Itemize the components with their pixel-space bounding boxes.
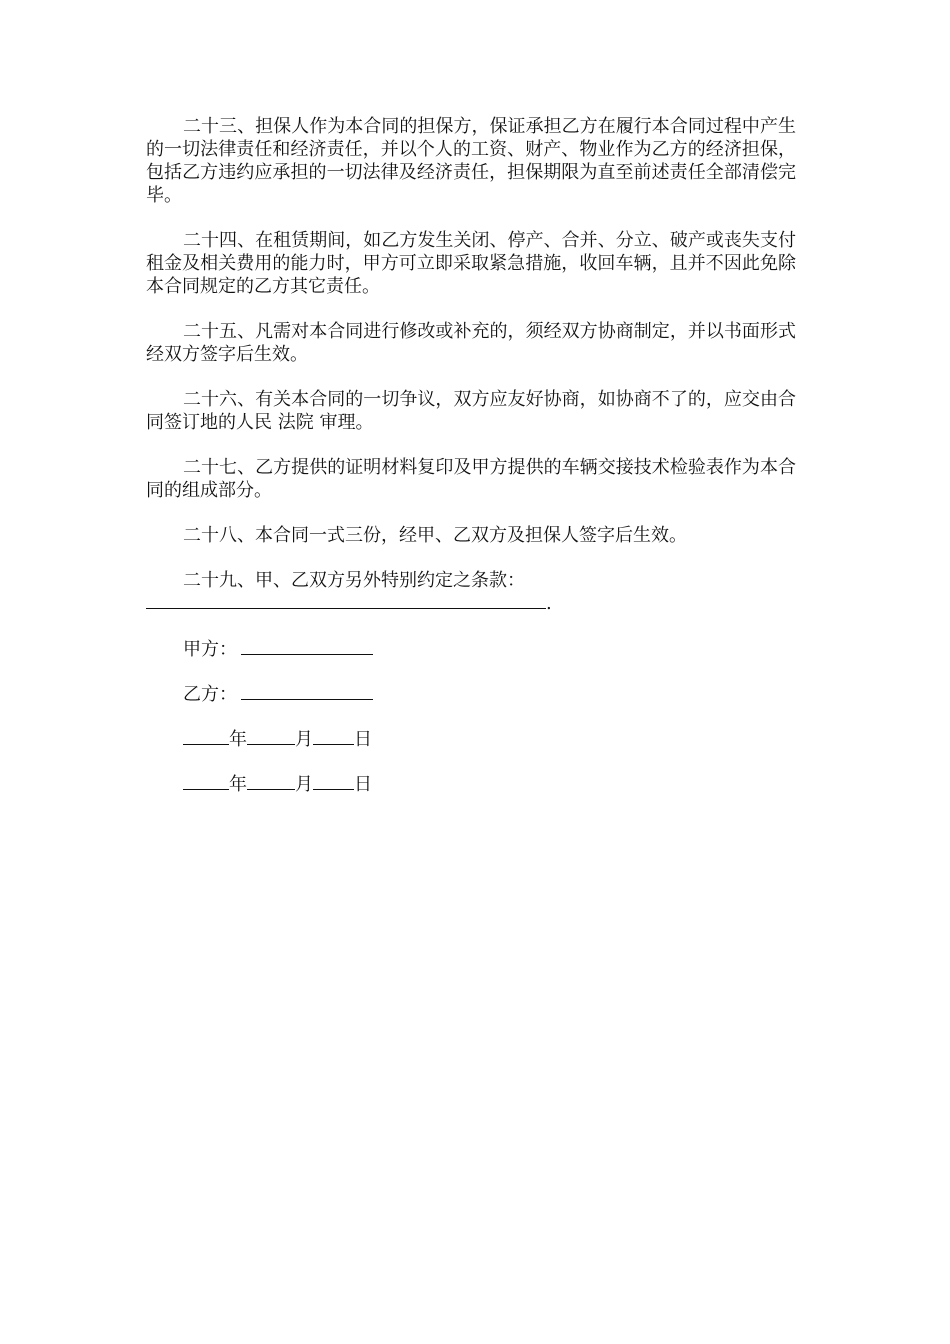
party-a-fill-line — [241, 639, 373, 655]
month-fill-line — [247, 729, 295, 745]
party-a-label: 甲方： — [183, 639, 237, 660]
clause-28: 二十八、本合同一式三份，经甲、乙双方及担保人签字后生效。 — [183, 525, 687, 546]
party-b-label: 乙方： — [183, 684, 237, 705]
party-b-signature — [146, 683, 796, 706]
day-fill-line — [313, 774, 354, 790]
clause-27: 二十七、乙方提供的证明材料复印及甲方提供的车辆交接技术检验表作为本合同的组成部分。 — [146, 457, 796, 501]
year-fill-line — [183, 729, 229, 745]
year-label: 年 — [229, 774, 247, 795]
year-label: 年 — [229, 729, 247, 750]
special-terms-blank — [146, 592, 796, 615]
party-b-fill-line — [241, 684, 373, 700]
clause-26: 二十六、有关本合同的一切争议，双方应友好协商，如协商不了的，应交由合同签订地的人民 法院 审理。 — [146, 389, 796, 433]
month-label: 月 — [295, 774, 313, 795]
date-row-party-a — [146, 728, 796, 751]
special-terms-fill-line — [146, 594, 546, 609]
day-label: 日 — [354, 774, 372, 795]
clause-23: 二十三、担保人作为本合同的担保方，保证承担乙方在履行本合同过程中产生的一切法律责任和经济责任，并以个人的工资、财产、物业作为乙方的经济担保，包括乙方违约应承担的一切法律及经济责任，担保期限为直至前述责任全部清偿完毕。 — [146, 116, 796, 206]
year-fill-line — [183, 774, 229, 790]
clause-24: 二十四、在租赁期间，如乙方发生关闭、停产、合并、分立、破产或丧失支付租金及相关费用的能力时，甲方可立即采取紧急措施，收回车辆，且并不因此免除本合同规定的乙方其它责任。 — [146, 230, 796, 297]
month-label: 月 — [295, 729, 313, 750]
day-fill-line — [313, 729, 354, 745]
contract-body — [146, 115, 796, 818]
month-fill-line — [247, 774, 295, 790]
clause-29: 二十九、甲、乙双方另外特别约定之条款： — [183, 570, 525, 591]
date-row-party-b — [146, 773, 796, 796]
special-terms-period: . — [546, 593, 552, 614]
party-a-signature — [146, 638, 796, 661]
clause-25: 二十五、凡需对本合同进行修改或补充的，须经双方协商制定，并以书面形式经双方签字后生效。 — [146, 321, 796, 365]
day-label: 日 — [354, 729, 372, 750]
